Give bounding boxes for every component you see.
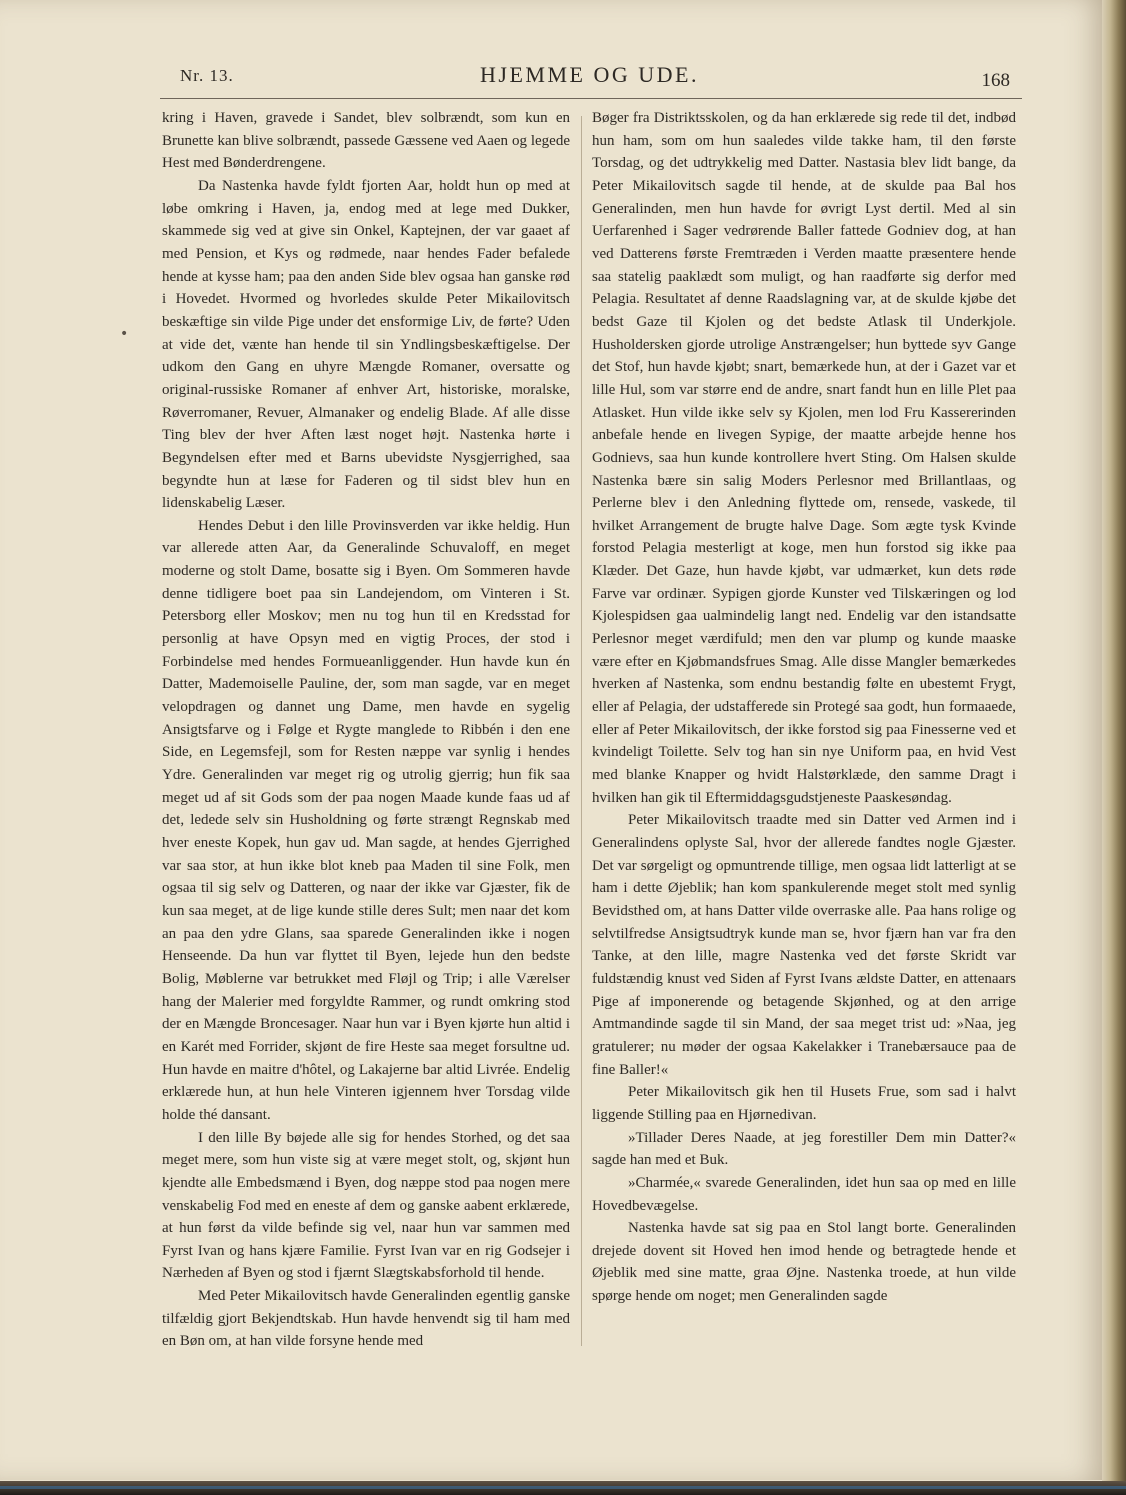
paragraph: Peter Mikailovitsch gik hen til Husets Frue, som sad i halvt liggende Stilling paa en Hjørnedivan. <box>592 1084 1016 1123</box>
paragraph: Peter Mikailovitsch traadte med sin Datter ved Armen ind i Generalindens oplyste Sal, hvor der allerede fandtes nogle Gjæster. Det var sørgeligt og opmuntrende tillige, men ogsaa lidt latterligt at se ham i dette Øjeblik; han kom spankulerende meget stolt med synlig Bevidsthed om, at hans Datter vilde overraske alle. Paa hans rolige og selvtilfredse Ansigtsudtryk kunde man se, hvor fjærn han var fra den Tanke, at den lille, magre Nastenka ved det første Skridt var fuldstændig knust ved Siden af Fyrst Ivans ældste Datter, en attenaars Pige af imponerende og betagende Skjønhed, og at den arrige Amtmandinde sagde til sin Mand, der saa meget trist ud: »Naa, jeg gratulerer; nu møder der ogsaa Kakelakker i Tranebærsauce paa de fine Baller!« <box>592 812 1016 1078</box>
paragraph: kring i Haven, gravede i Sandet, blev solbrændt, som kun en Brunette kan blive solbrændt, passede Gæssene ved Aaen og legede Hest med Bønderdrengene. <box>162 110 570 172</box>
paragraph: Med Peter Mikailovitsch havde Generalinden egentlig ganske tilfældig gjort Bekjendtskab. Hun havde henvendt sig til ham med en Bøn om, at han vilde forsyne hende med <box>162 1288 570 1350</box>
header-rule <box>160 98 1022 99</box>
paragraph: Bøger fra Distriktsskolen, og da han erklærede sig rede til det, indbød hun ham, som om hun saaledes vilde takke ham, til den første Torsdag, og det udtrykkelig med Datter. Nastasia blev lidt bange, da Peter Mikailovitsch sagde til hende, at de skulde paa Bal hos Generalinden, men hun havde for øvrigt Lyst dertil. Med al sin Uerfarenhed i Sager vedrørende Baller fattede Godniev dog, at han ved Datterens første Fremtræden i Verden maatte præsentere hende saa statelig paaklædt som muligt, og han raadførte sig derfor med Pelagia. Resultatet af denne Raadslagning var, at de skulde kjøbe det bedst Gaze til Kjolen og det bedste Atlask til Underkjole. Husholdersken gjorde utrolige Anstrængelser; hun byttede syv Gange det Stof, hun havde kjøbt; snart, bemærkede hun, at der i Gazet var et lille Hul, som var større end de andre, snart fandt hun en lille Plet paa Atlasket. Hun vilde ikke selv sy Kjolen, men lod Fru Kassererinden anbefale hende en livegen Sypige, der maatte arbejde henne hos Godnievs, saa hun kunde kontrollere hvert Sting. Om Halsen skulde Nastenka bære sin salig Moders Perlesnor med Brillantlaas, og Perlerne blev i den Anledning flyttede om, rensede, vaskede, til hvilket Arrangement de brugte halve Dage. Som ægte tysk Kvinde forstod Pelagia mesterligt at koge, men hun forstod sig ikke paa Klæder. Det Gaze, hun havde kjøbt, var udmærket, kun dets røde Farve var ordinær. Sypigen gjorde Kunster ved Tilskæringen og lod Kjolespidsen gaa ualmindelig langt ned. Endelig var den istandsatte Perlesnor meget værdifuld; men den var plump og kunde maaske være efter en Kjøbmandsfrues Smag. Alle disse Mangler bemærkedes hverken af Nastenka, som endnu bestandig følte en ubestemt Frygt, eller af Pelagia, der udstafferede sin Protegé saa godt, hun formaaede, eller af Peter Mikailovitsch, der ikke forstod sig paa Finesserne ved et kvindeligt Toilette. Selv tog han sin nye Uniform paa, en hvid Vest med blanke Knapper og hvidt Halstørklæde, den samme Dragt i hvilken han gik til Eftermiddagsgudstjeneste Paaskesøndag. <box>592 110 1016 806</box>
column-divider <box>581 116 582 1346</box>
page-number: 168 <box>981 70 1010 91</box>
book-binding-edge <box>1102 0 1126 1495</box>
left-column <box>162 107 570 1353</box>
paragraph: Hendes Debut i den lille Provinsverden var ikke heldig. Hun var allerede atten Aar, da Generalinde Schuvaloff, en meget moderne og stolt Dame, bosatte sig i Byen. Om Sommeren havde denne tidligere boet paa sin Landejendom, om Vinteren i St. Petersborg eller Moskov; men nu tog hun til en Kredsstad for personlig at have Opsyn med en vigtig Proces, der stod i Forbindelse med hendes Formueanliggender. Hun havde kun én Datter, Mademoiselle Pauline, der, som man sagde, var en meget velopdragen og dannet ung Dame, men havde en sygelig Ansigtsfarve og i Følge et Rygte manglede to Ribbén i den ene Side, en Legemsfejl, som for Resten næppe var synlig i hendes Ydre. Generalinden var meget rig og utrolig gjerrig; hun fik saa meget ud af sit Gods som der paa nogen Maade kunde faas ud af det, ledede selv sin Husholdning og førte strængt Regnskab med hver eneste Kopek, hun gav ud. Man sagde, at hendes Gjerrighed var saa stor, at hun ikke blot kneb paa Maden til sine Folk, men ogsaa til sig selv og Datteren, og naar der ikke var Gjæster, fik de kun saa meget, at de lige kunde stille deres Sult; men naar det kom an paa den ydre Glans, saa sparede Generalinden ikke i nogen Henseende. Da hun var flyttet til Byen, lejede hun den bedste Bolig, Møblerne var betrukket med Fløjl og Trip; i alle Værelser hang der Malerier med forgyldte Rammer, og rundt omkring stod der en Mængde Broncesager. Naar hun var i Byen kjørte hun altid i en Karét med Forrider, skjønt de fire Heste saa meget forsultne ud. Hun havde en maitre d'hôtel, og Lakajerne bar altid Livrée. Endelig erklærede hun, at hun hele Vinteren igjennem hver Torsdag vilde holde thé dansant. <box>162 517 570 1123</box>
bottom-edge <box>0 1481 1126 1495</box>
paragraph: »Tillader Deres Naade, at jeg forestiller Dem min Datter?« sagde han med et Buk. <box>592 1129 1016 1169</box>
margin-mark: • <box>120 326 129 342</box>
paragraph: Da Nastenka havde fyldt fjorten Aar, holdt hun op med at løbe omkring i Haven, ja, endog med at lege med Dukker, skammede sig ved at give sin Onkel, Kaptejnen, der var gaaet af med Pension, et Kys og rødmede, naar hendes Fader befalede hende at kysse ham; paa den anden Side blev ogsaa han ganske rød i Hovedet. Hvormed og hvorledes skulde Peter Mikailovitsch beskæftige sin vilde Pige under det ensformige Liv, de førte? Uden at vide det, vænte han hende til sin Yndlingsbeskæftigelse. Der udkom den Gang en uhyre Mængde Romaner, oversatte og original-russiske Romaner af enhver Art, historiske, moralske, Røverromaner, Revuer, Almanaker og endelig Blade. Af alle disse Ting blev der hver Aften læst noget højt. Nastenka hørte i Begyndelsen efter med et Barns ubevidste Nysgjerrighed, saa begyndte hun at læse for Faderen og til sidst blev hun en lidenskabelig Læser. <box>162 177 570 512</box>
right-column <box>592 107 1016 1308</box>
publication-title: HJEMME OG UDE. <box>480 62 699 87</box>
running-header <box>160 62 1020 92</box>
paragraph: »Charmée,« svarede Generalinden, idet hun saa op med en lille Hovedbevægelse. <box>592 1174 1016 1214</box>
issue-number: Nr. 13. <box>180 66 234 85</box>
paragraph: I den lille By bøjede alle sig for hendes Storhed, og det saa meget mere, som hun viste sig at være meget stolt, og, skjønt hun kjendte alle Embedsmænd i Byen, dog næppe stod paa nogen mere venskabelig Fod med en eneste af dem og ganske aabent erklærede, at hun først da vilde befinde sig vel, naar hun var sammen med Fyrst Ivan og hans kjære Familie. Fyrst Ivan var en rig Godsejer i Nærheden af Byen og stod i fjærnt Slægtskabsforhold til hende. <box>162 1129 570 1282</box>
paragraph: Nastenka havde sat sig paa en Stol langt borte. Generalinden drejede dovent sit Hoved hen imod hende og betragtede hende et Øjeblik med sine matte, graa Øjne. Nastenka troede, at hun vilde spørge hende om noget; men Generalinden sagde <box>592 1220 1016 1305</box>
